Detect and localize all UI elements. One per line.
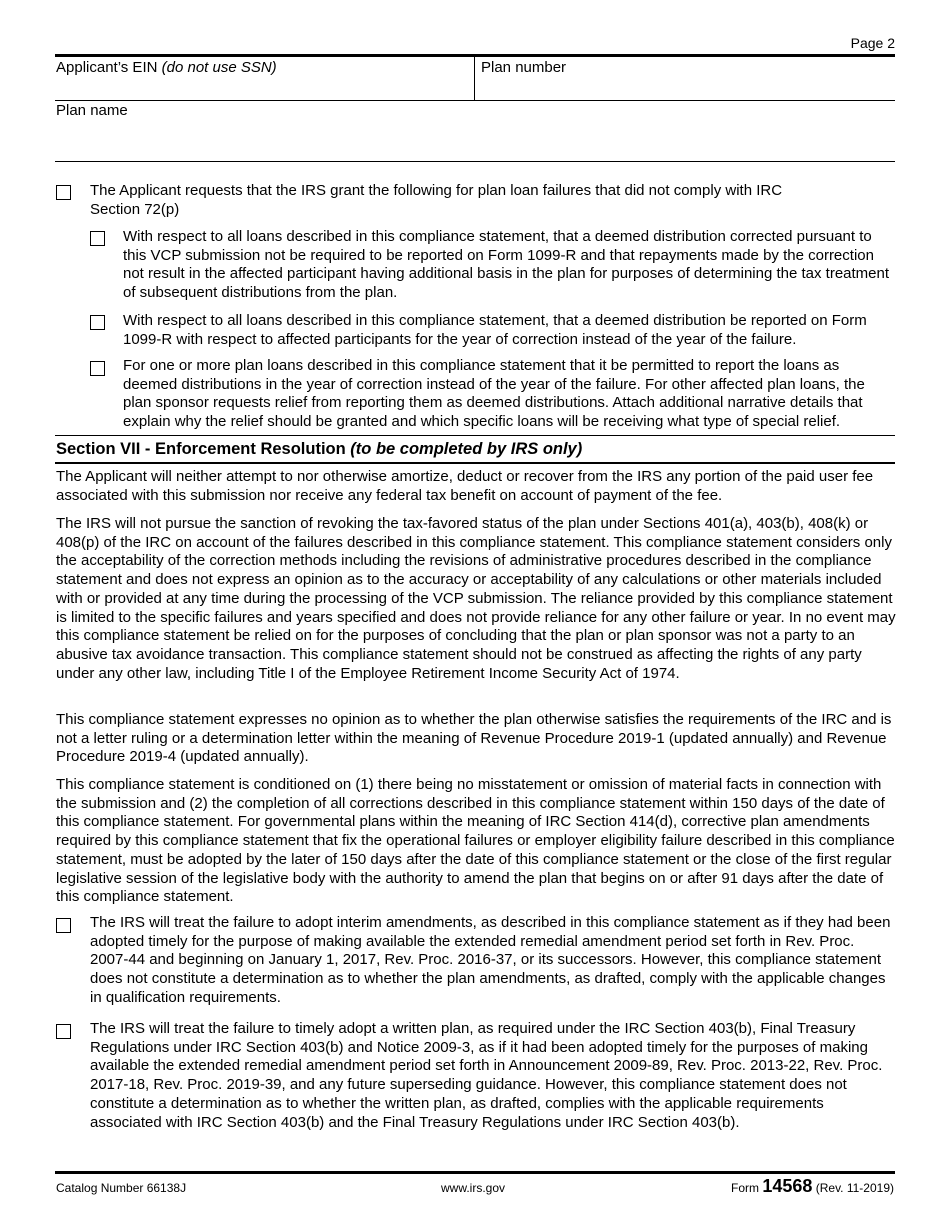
plan-name-rule-bottom	[55, 161, 895, 162]
ein-field-label	[56, 59, 277, 76]
loan-sub-text-1: With respect to all loans described in this compliance statement, that a deemed distribution corrected pursuant to this VCP submission not be required to be reported on Form 1099-R and that repayments made by the correction not result in the affected participant having additional basis in the plan for purposes of determining the tax treatment of subsequent distributions from the plan.	[123, 228, 890, 302]
section7-paragraph-4: This compliance statement is conditioned on (1) there being no misstatement or omission of material facts in connection with the submission and (2) the completion of all corrections described in this compliance statement within 150 days of the date of this compliance statement. For governmental plans within the meaning of IRC Section 414(d), corrective plan amendments required by this compliance statement that fix the operational failures or employer eligibility failure described in this compliance statement, must be adopted by the later of 150 days after the date of this compliance statement or the close of the first regular legislative session of the legislative body with the authority to amend the plan that begins on or after 91 days after the date of this compliance statement.	[56, 776, 895, 906]
loan-sub-checkbox-3[interactable]	[90, 361, 105, 376]
interim-amendments-checkbox[interactable]	[56, 918, 71, 933]
loan-sub-text-2: With respect to all loans described in this compliance statement, that a deemed distribution be reported on Form 1099-R with respect to affected participants for the year of correction instead of the year of the failure.	[123, 312, 867, 348]
loan-sub-checkbox-2[interactable]	[90, 315, 105, 330]
loan-relief-text: The Applicant requests that the IRS grant the following for plan loan failures that did not comply with IRC Section 72(p)	[90, 182, 783, 218]
written-plan-text: The IRS will treat the failure to timely adopt a written plan, as required under the IRC Section 403(b), Final Treasury Regulations under IRC Section 403(b) and Notice 2009-3, as if it had been adopted timely for the purposes of making available the extended remedial amendment period set forth in Announcement 2009-89, Rev. Proc. 2013-22, Rev. Proc. 2017-18, Rev. Proc. 2019-39, and any future superseding guidance. However, this compliance statement does not constitute a determination as to whether the written plan, as drafted, complies with the applicable requirements associated with IRC Section 403(b) and the Final Treasury Regulations under IRC Section 403(b).	[90, 1020, 883, 1131]
section7-paragraph-2: The IRS will not pursue the sanction of revoking the tax-favored status of the plan under Sections 401(a), 403(b), 408(k) or 408(p) of the IRC on account of the failures described in this compliance statement. This compliance statement considers only the acceptability of the correction methods including the revisions of administrative procedures described in the compliance statement and does not express an opinion as to the accuracy or acceptability of any calculations or other materials included with or provided at any time during the processing of the VCP submission. The reliance provided by this compliance statement is limited to the specific failures and years specified and does not provide reliance for any other failure or year. In no event may this compliance statement be relied on for the purposes of concluding that the plan or plan sponsor was not a party to an abusive tax avoidance transaction. This compliance statement should not be construed as affecting the rights of any party under any other law, including Title I of the Employee Retirement Income Security Act of 1974.	[56, 515, 896, 682]
loan-relief-checkbox[interactable]	[56, 185, 71, 200]
section7-title-note: (to be completed by IRS only)	[350, 440, 583, 458]
interim-amendments-text: The IRS will treat the failure to adopt interim amendments, as described in this compliance statement as if they had been adopted timely for the purpose of making available the extended remedial amendment period set forth in Rev. Proc. 2007-44 and beginning on January 1, 2017, Rev. Proc. 2016-37, or its successors. However, this compliance statement does not constitute a determination as to whether the plan amendments, as drafted, comply with the applicable changes in qualification requirements.	[90, 914, 891, 1006]
top-rule	[55, 54, 895, 57]
plan-number-label: Plan number	[481, 59, 567, 76]
ein-note: (do not use SSN)	[161, 59, 277, 76]
section7-rule-top	[55, 435, 895, 436]
header-divider	[474, 56, 475, 100]
section7-paragraph-1: The Applicant will neither attempt to nor otherwise amortize, deduct or recover from the IRS any portion of the paid user fee associated with this submission nor receive any federal tax benefit on account of payment of the fee.	[56, 468, 874, 504]
section7-paragraph-3: This compliance statement expresses no opinion as to whether the plan otherwise satisfies the requirements of the IRC and is not a letter ruling or a determination letter within the meaning of Revenue Procedure 2019-1 (updated annually) and Revenue Procedure 2019-4 (updated annually).	[56, 711, 892, 766]
loan-sub-checkbox-1[interactable]	[90, 231, 105, 246]
form-revision: (Rev. 11-2019)	[815, 1181, 894, 1195]
form-number: 14568	[762, 1176, 813, 1196]
written-plan-checkbox[interactable]	[56, 1024, 71, 1039]
plan-number-input[interactable]	[481, 78, 893, 98]
section7-title	[56, 440, 582, 459]
ein-label: Applicant’s EIN	[56, 59, 158, 76]
ein-input[interactable]	[56, 78, 472, 98]
form-identifier	[731, 1176, 894, 1197]
section7-title-text: Section VII - Enforcement Resolution	[56, 440, 346, 458]
plan-name-input[interactable]	[56, 122, 894, 158]
catalog-number: Catalog Number 66138J	[56, 1181, 187, 1195]
page-number: Page 2	[850, 35, 895, 51]
section7-rule-bottom	[55, 462, 895, 464]
website-link[interactable]: www.irs.gov	[441, 1181, 506, 1195]
form-prefix: Form	[730, 1181, 759, 1195]
footer-rule	[55, 1171, 895, 1174]
loan-sub-text-3: For one or more plan loans described in this compliance statement that it be permitted to report the loans as deemed distributions in the year of correction instead of the year of the failure. For other affected plan loans, the plan sponsor requests relief from reporting them as deemed distributions. Attach additional narrative details that explain why the relief should be granted and which specific loans will be receiving what type of special relief.	[123, 357, 865, 431]
plan-name-rule-top	[55, 100, 895, 101]
plan-name-label: Plan name	[56, 102, 128, 119]
